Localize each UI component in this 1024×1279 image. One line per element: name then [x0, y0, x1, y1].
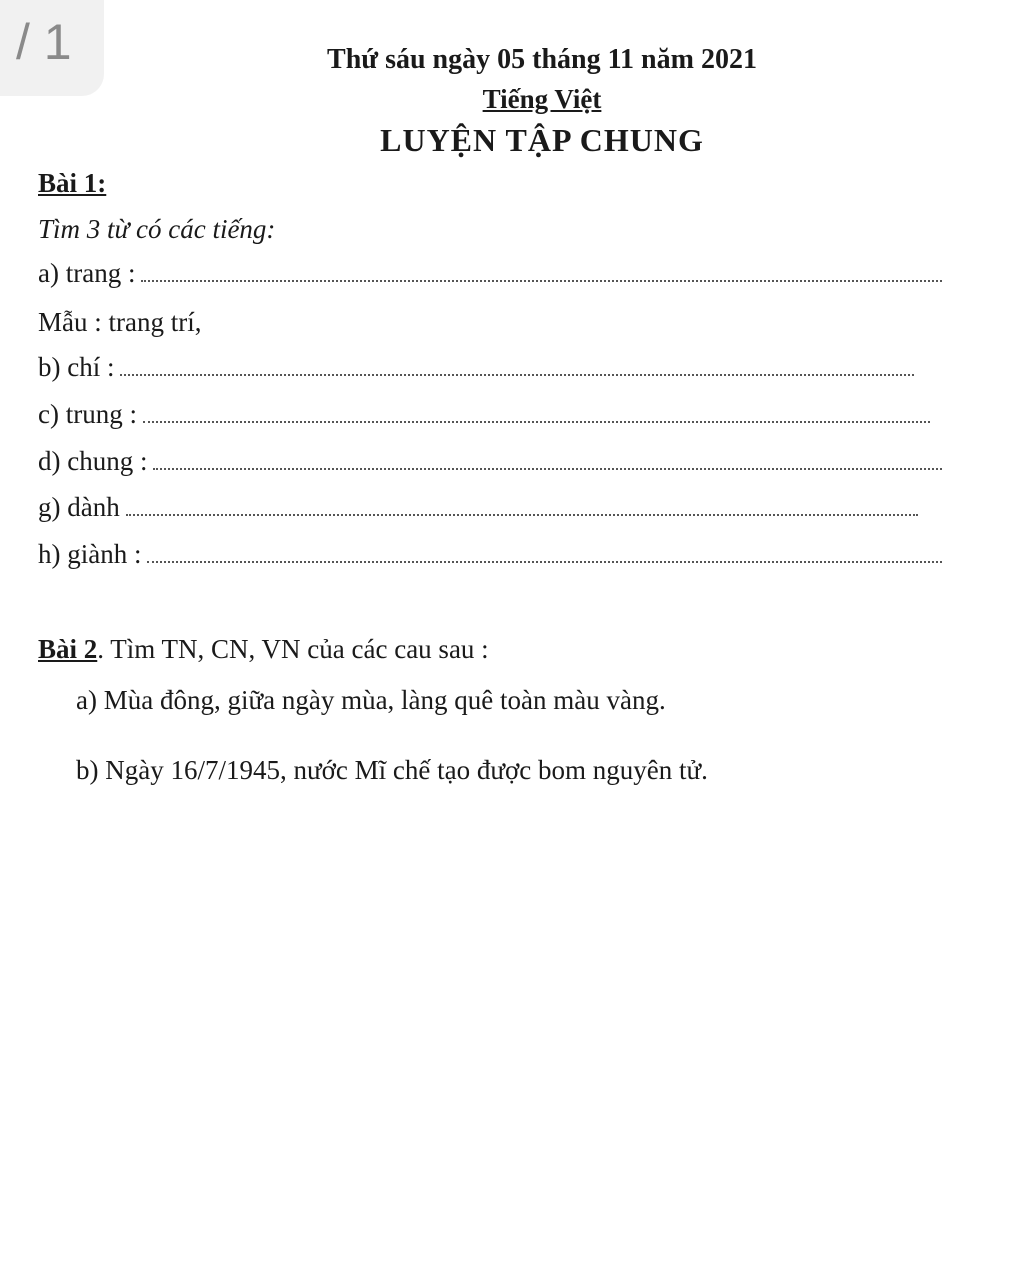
answer-blank	[147, 557, 942, 563]
page-number: / 1	[16, 14, 72, 70]
answer-line-b	[38, 352, 914, 383]
example-line: Mẫu : trang trí,	[38, 307, 202, 337]
answer-blank	[126, 510, 918, 516]
answer-line-a	[38, 258, 942, 289]
answer-label: b) chí :	[38, 352, 115, 382]
answer-blank	[153, 464, 942, 470]
answer-blank	[143, 417, 930, 423]
answer-label: c) trung :	[38, 399, 137, 429]
subject-title: Tiếng Việt	[482, 84, 602, 114]
bai2-heading: Bài 2	[38, 634, 98, 664]
page-title: LUYỆN TẬP CHUNG	[380, 122, 704, 158]
date-line: Thứ sáu ngày 05 tháng 11 năm 2021	[327, 44, 757, 75]
answer-blank	[120, 370, 914, 376]
answer-label: g) dành	[38, 492, 120, 522]
bai2-instruction: . Tìm TN, CN, VN của các cau sau :	[97, 634, 489, 664]
bai2-line	[38, 634, 489, 665]
bai2-sentence-b: b) Ngày 16/7/1945, nước Mĩ chế tạo được bom nguyên tử.	[76, 755, 708, 785]
answer-line-d	[38, 446, 942, 477]
bai2-sentence-a: a) Mùa đông, giữa ngày mùa, làng quê toàn màu vàng.	[76, 685, 666, 715]
answer-line-g	[38, 492, 918, 523]
bai1-heading: Bài 1:	[38, 168, 107, 198]
answer-line-c	[38, 399, 930, 430]
answer-label: h) giành :	[38, 539, 142, 569]
bai1-instruction: Tìm 3 từ có các tiếng:	[38, 214, 276, 244]
answer-label: d) chung :	[38, 446, 148, 476]
answer-line-h	[38, 539, 942, 570]
answer-blank	[141, 276, 942, 282]
answer-label: a) trang :	[38, 258, 136, 288]
